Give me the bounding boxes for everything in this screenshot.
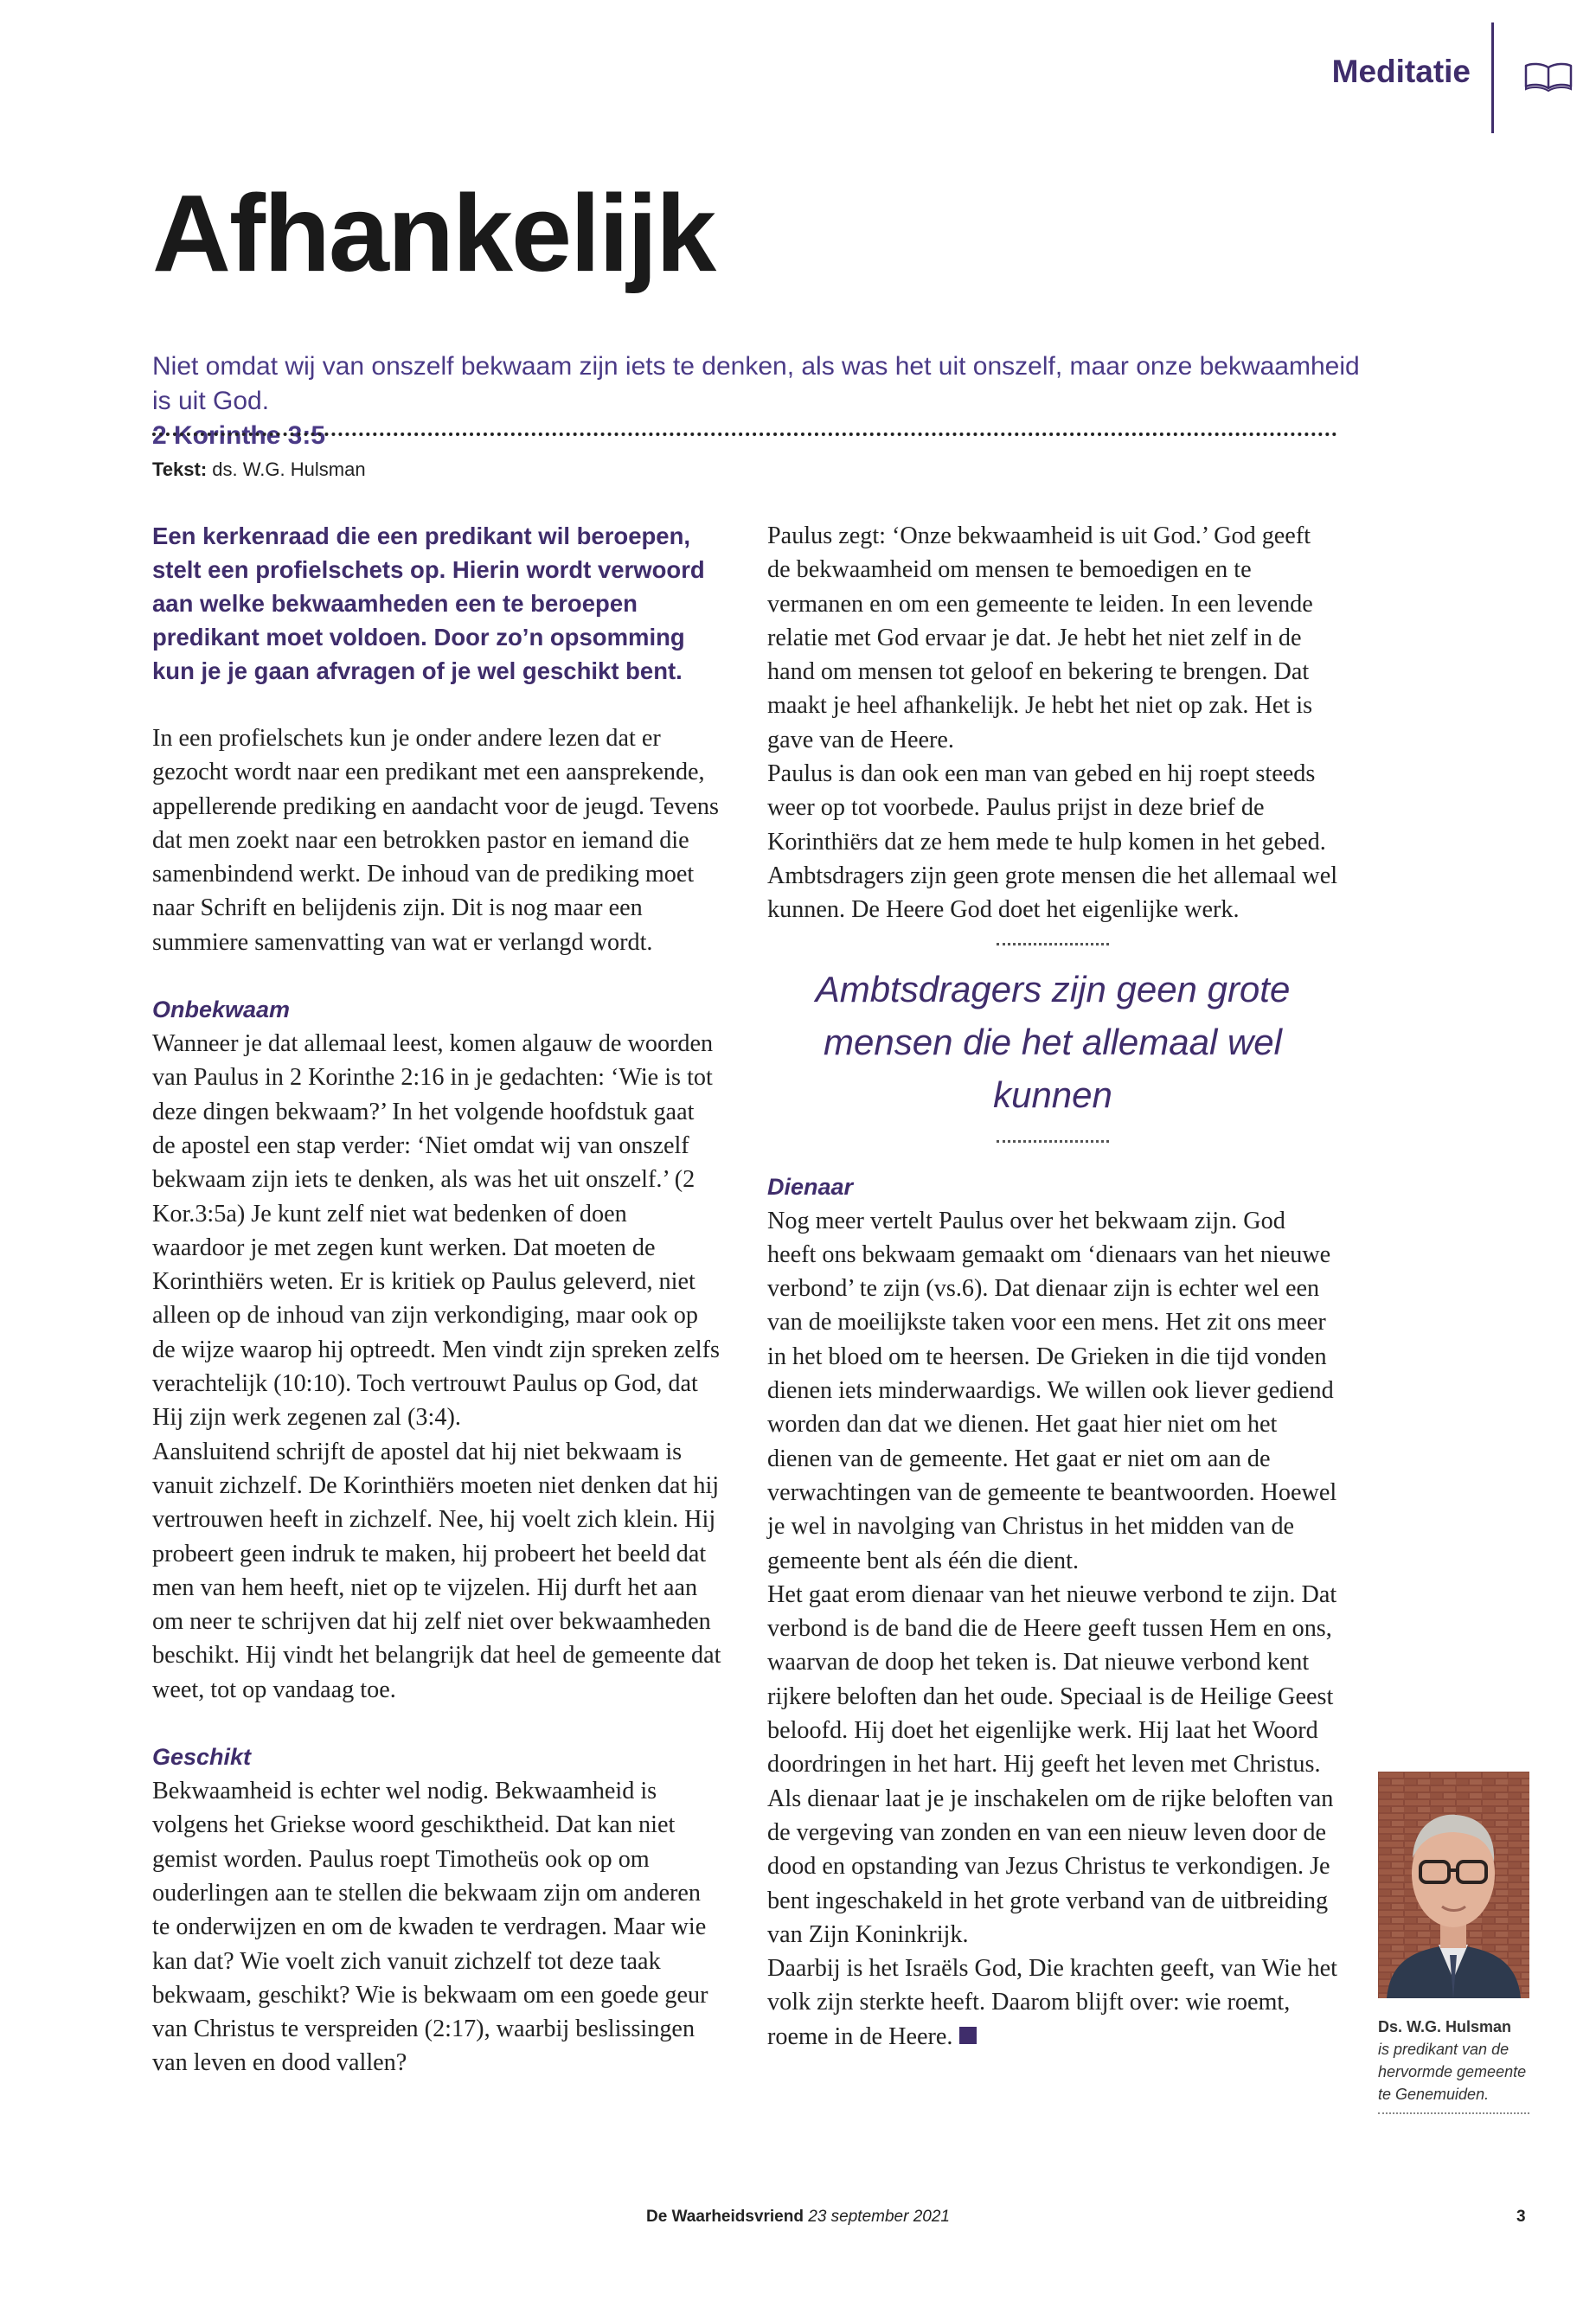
pull-quote-text: Ambtsdragers zijn geen grote mensen die het allemaal wel kunnen — [815, 968, 1291, 1115]
body-paragraph: Het gaat erom dienaar van het nieuwe verbond te zijn. Dat verbond is de band die de Heere geeft tussen Hem en ons, waarvan de doop het teken is. Dat nieuwe verbond kent rijkere beloften dan het oude. Speciaal is de Heilige Geest beloofd. Hij doet het eigenlijke werk. Hij laat het Woord doordringen in het hart. Hij geeft het leven met Christus. Als dienaar laat je je inschakelen om de rijke beloften van de vergeving van zonden en van een nieuw leven door de dood en opstanding van Jezus Christus te verkondigen. Je bent ingeschakeld in het grote verband van de uitbreiding van Zijn Koninkrijk. — [767, 1580, 1337, 1948]
left-column — [152, 519, 723, 2080]
body-paragraph: Aansluitend schrijft de apostel dat hij niet bekwaam is vanuit zichzelf. De Korinthiërs moeten niet denken dat hij vertrouwen heeft in zichzelf. Nee, hij voelt zich klein. Hij probeert geen indruk te maken, hij probeert het beeld dat men van hem heeft, niet op te vijzelen. Hij durft het aan om neer te schrijven dat hij zelf niet over bekwaamheden beschikt. Hij vindt het belangrijk dat heel de gemeente dat weet, tot op vandaag toe. — [152, 1438, 721, 1703]
byline-author: ds. W.G. Hulsman — [212, 458, 366, 480]
subheading-onbekwaam: Onbekwaam — [152, 997, 291, 1023]
section-divider — [1491, 22, 1494, 133]
lead-paragraph: Een kerkenraad die een predikant wil beroepen, stelt een profielschets op. Hierin wordt verwoord aan welke bekwaamheden een te beroepen predikant moet voldoen. Door zo’n opsomming kun je je gaan afvragen of je wel geschikt bent. — [152, 522, 705, 684]
right-column — [767, 519, 1338, 2054]
author-caption — [1378, 2016, 1529, 2114]
body-paragraph: Nog meer vertelt Paulus over het bekwaam zijn. God heeft ons bekwaam gemaakt om ‘dienaars van het nieuwe verbond’ te zijn (vs.6). Dat dienaar zijn is echter wel een van de moeilijkste taken voor een mens. Het zit ons meer in het bloed om te heersen. De Grieken in die tijd vonden dienen iets minderwaardigs. We willen ook liever gediend worden dan dat we dienen. Het gaat hier niet om het dienen van de gemeente. Het gaat er niet om aan de verwachtingen van de gemeente te beantwoorden. Hoewel je wel in navolging van Christus in het midden van de gemeente bent als één die dient. — [767, 1207, 1337, 1574]
body-paragraph: Paulus is dan ook een man van gebed en hij roept steeds weer op tot voorbede. Paulus prijst in deze brief de Korinthiërs dat ze hem mede te hulp komen in het gebed. Ambtsdragers zijn geen grote mensen die het allemaal wel kunnen. De Heere God doet het eigenlijke werk. — [767, 760, 1338, 924]
caption-description: is predikant van de hervormde gemeente te Genemuiden. — [1378, 2041, 1527, 2103]
footer-date: 23 september 2021 — [808, 2208, 950, 2226]
subheading-geschikt: Geschikt — [152, 1744, 252, 1771]
intro-paragraph: In een profielschets kun je onder andere lezen dat er gezocht wordt naar een predikant met een aansprekende, appellerende prediking en aandacht voor de jeugd. Tevens dat men zoekt naar een betrokken pastor en iemand die samenbindend werkt. De inhoud van de prediking moet naar Schrift en belijdenis zijn. Dit is nog maar een summiere samenvatting van wat er verlangd wordt. — [152, 725, 719, 956]
article-title: Afhankelijk — [152, 172, 715, 294]
footer — [0, 2208, 1596, 2227]
quote-reference: 2 Korinthe 3:5 — [152, 421, 326, 450]
caption-name: Ds. W.G. Hulsman — [1378, 2018, 1512, 2035]
page-number: 3 — [1516, 2208, 1526, 2226]
author-photo — [1378, 1772, 1529, 1998]
subheading-dienaar: Dienaar — [767, 1173, 854, 1200]
body-paragraph — [767, 1952, 1338, 2054]
footer-magazine: De Waarheidsvriend — [646, 2208, 804, 2226]
bible-quote — [152, 349, 1363, 453]
pull-quote-dots — [997, 943, 1109, 945]
pull-quote-dots — [997, 1140, 1109, 1143]
body-paragraph: Wanneer je dat allemaal leest, komen algauw de woorden van Paulus in 2 Korinthe 2:16 in je gedachten: ‘Wie is tot deze dingen bekwaam?’ In het volgende hoofdstuk gaat de apostel een stap verder: ‘Niet omdat wij van onszelf bekwaam zijn iets te denken, als was het uit onszelf.’ (2 Kor.3:5a) Je kunt zelf niet wat bedenken of doen waardoor je met zegen kunt werken. Dat moeten de Korinthiërs weten. Er is kritiek op Paulus geleverd, niet alleen op de inhoud van zijn verkondiging, maar ook op de wijze waarop hij optreedt. Men vindt zijn spreken zelfs verachtelijk (10:10). Toch vertrouwt Paulus op God, dat Hij zijn werk zegenen zal (3:4). — [152, 1030, 720, 1432]
body-paragraph: Bekwaamheid is echter wel nodig. Bekwaamheid is volgens het Griekse woord geschiktheid. Dat kan niet gemist worden. Paulus roept Timotheüs ook op om ouderlingen aan te stellen die bekwaam zijn om anderen te onderwijzen en om de kwaden te verdragen. Maar wie kan dat? Wie voelt zich vanuit zichzelf tot deze taak bekwaam, geschikt? Wie is bekwaam om een goede geur van Christus te verspreiden (2:17), waarbij beslissingen van leven en dood vallen? — [152, 1778, 708, 2077]
byline — [152, 458, 366, 481]
section-label: Meditatie — [1331, 54, 1471, 89]
byline-label: Tekst: — [152, 458, 208, 480]
dotted-divider — [152, 433, 1337, 436]
quote-text: Niet omdat wij van onszelf bekwaam zijn iets te denken, als was het uit onszelf, maar onze bekwaamheid is uit God. — [152, 352, 1360, 415]
closing-text: Daarbij is het Israëls God, Die krachten geeft, van Wie het volk zijn sterkte heeft. Daarom blijft over: wie roemt, roeme in de Heere. — [767, 1955, 1337, 2050]
end-mark-icon — [959, 2027, 977, 2044]
open-book-icon — [1522, 61, 1574, 92]
body-paragraph: Paulus zegt: ‘Onze bekwaamheid is uit God.’ God geeft de bekwaamheid om mensen te bemoedigen en te vermanen en om een gemeente te leiden. In een levende relatie met God ervaar je dat. Je hebt het niet zelf in de hand om mensen tot geloof en bekering te brengen. Dat maakt je heel afhankelijk. Je hebt het niet op zak. Het is gave van de Heere. — [767, 522, 1313, 753]
pull-quote — [767, 927, 1338, 1151]
